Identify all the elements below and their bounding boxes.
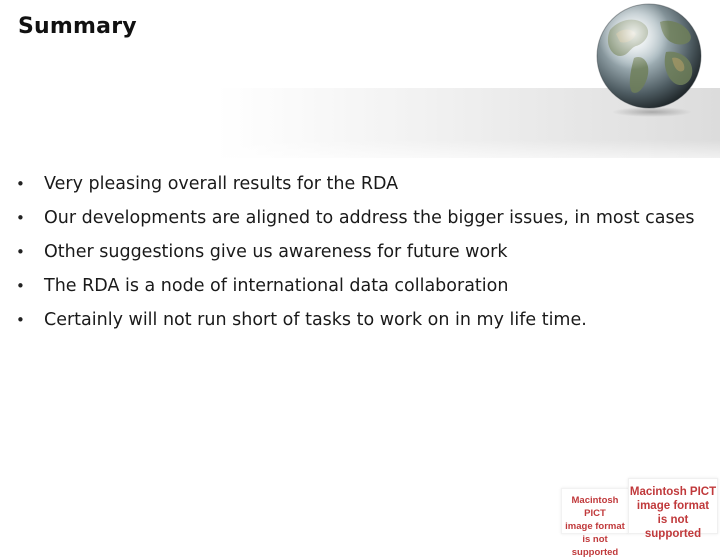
pict-placeholder-large (628, 478, 718, 540)
pict-line: image format (565, 521, 625, 532)
pict-line: is not supported (644, 514, 702, 540)
globe-icon (590, 0, 708, 118)
pict-line: image format (636, 500, 710, 512)
bullet-symbol: • (16, 243, 25, 261)
bullet-symbol: • (16, 175, 25, 193)
bullet-symbol: • (16, 277, 25, 295)
pict-placeholder-small (561, 488, 629, 558)
bullet-list (16, 170, 696, 340)
bullet-symbol: • (16, 311, 25, 329)
slide-title: Summary (18, 14, 137, 39)
bullet-text: The RDA is a node of international data collaboration (44, 276, 509, 296)
bullet-item (16, 204, 696, 232)
bullet-text: Our developments are aligned to address the bigger issues, in most cases (44, 208, 695, 228)
pict-line: Macintosh PICT (629, 486, 717, 498)
bullet-item (16, 238, 696, 266)
header-band-fade (0, 140, 720, 170)
bullet-symbol: • (16, 209, 25, 227)
pict-line: Macintosh PICT (571, 495, 619, 519)
bullet-text: Other suggestions give us awareness for future work (44, 242, 508, 262)
bullet-item (16, 170, 696, 198)
bullet-text: Certainly will not run short of tasks to work on in my life time. (44, 310, 587, 330)
pict-line: is not supported (571, 534, 619, 558)
bullet-item (16, 272, 696, 300)
bullet-item (16, 306, 696, 334)
bullet-text: Very pleasing overall results for the RDA (44, 174, 399, 194)
